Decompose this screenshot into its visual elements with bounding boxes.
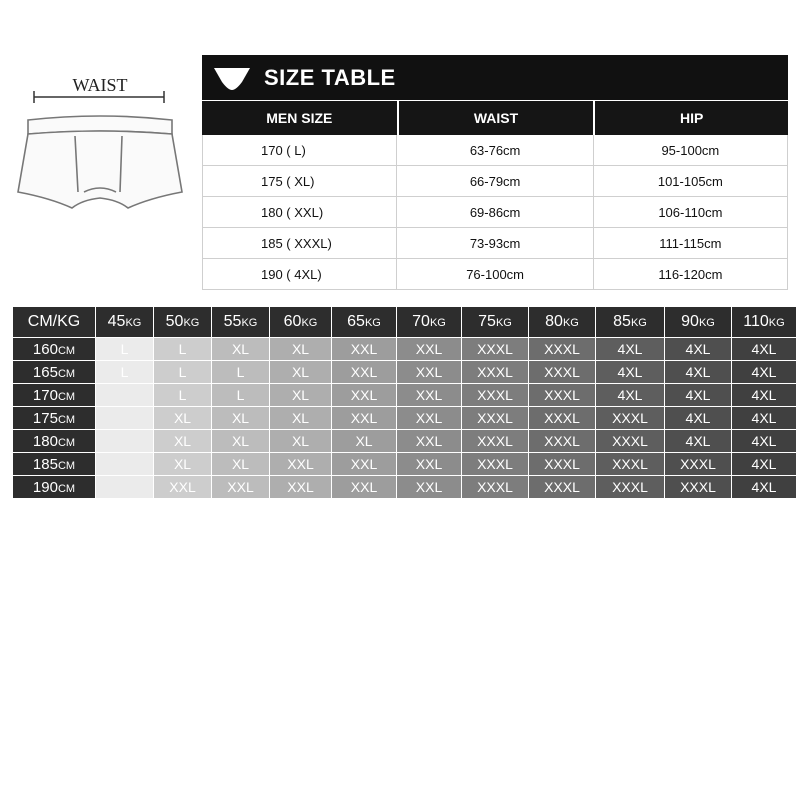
hip-cell: 101-105cm xyxy=(594,166,788,196)
size-cell: L xyxy=(154,361,212,384)
height-unit: CM xyxy=(57,482,76,495)
size-cell: L xyxy=(212,384,270,407)
size-cell: XXXL xyxy=(665,453,732,476)
height-unit: CM xyxy=(57,367,76,380)
weight-unit: KG xyxy=(125,317,142,329)
size-cell: XXL xyxy=(332,453,397,476)
size-cell: XL xyxy=(212,453,270,476)
weight-value: 90 xyxy=(681,313,699,330)
weight-value: 80 xyxy=(545,313,563,330)
table-row xyxy=(202,135,788,166)
size-cell: XXXL xyxy=(596,407,665,430)
weight-unit: KG xyxy=(698,317,715,329)
size-cell: L xyxy=(96,338,154,361)
waist-cell: 63-76cm xyxy=(397,135,593,165)
corner-label: CM/KG xyxy=(13,307,96,338)
weight-value: 45 xyxy=(107,313,126,330)
weight-unit: KG xyxy=(630,317,647,329)
size-cell xyxy=(96,430,154,453)
weight-unit: KG xyxy=(768,317,785,329)
weight-header-cell xyxy=(154,307,212,338)
weight-value: 60 xyxy=(283,313,302,330)
men-size-cell: 190 ( 4XL) xyxy=(202,259,397,289)
size-cell: 4XL xyxy=(732,338,797,361)
size-cell: XXL xyxy=(332,407,397,430)
weight-value: 55 xyxy=(223,313,242,330)
size-cell xyxy=(96,407,154,430)
size-cell: XXXL xyxy=(596,453,665,476)
size-cell: XXL xyxy=(397,361,462,384)
size-cell: XXXL xyxy=(462,384,529,407)
size-cell: XXXL xyxy=(462,407,529,430)
size-cell: XXL xyxy=(397,453,462,476)
size-cell: XXL xyxy=(332,384,397,407)
table-row xyxy=(202,197,788,228)
size-table-header xyxy=(202,55,788,100)
size-cell: XXXL xyxy=(596,476,665,499)
size-cell: XXL xyxy=(270,476,332,499)
height-header-cell xyxy=(13,407,96,430)
waist-cell: 73-93cm xyxy=(397,228,593,258)
height-value: 160 xyxy=(32,340,58,358)
size-cell: XL xyxy=(270,407,332,430)
height-weight-size-chart xyxy=(12,306,797,499)
size-cell: XL xyxy=(270,384,332,407)
height-header-cell xyxy=(13,453,96,476)
height-header-cell xyxy=(13,430,96,453)
height-header-cell xyxy=(13,338,96,361)
size-cell: 4XL xyxy=(596,361,665,384)
table-row xyxy=(202,259,788,290)
weight-value: 50 xyxy=(165,313,184,330)
size-cell: XXL xyxy=(332,361,397,384)
brief-icon xyxy=(212,64,252,92)
waist-cell: 76-100cm xyxy=(397,259,593,289)
height-unit: CM xyxy=(57,436,76,449)
size-cell: XL xyxy=(212,430,270,453)
waist-cell: 66-79cm xyxy=(397,166,593,196)
size-cell: XXXL xyxy=(529,407,596,430)
weight-header-cell xyxy=(212,307,270,338)
size-cell: 4XL xyxy=(665,430,732,453)
size-cell: 4XL xyxy=(732,407,797,430)
size-cell: XXL xyxy=(397,338,462,361)
size-cell: 4XL xyxy=(732,361,797,384)
waist-cell: 69-86cm xyxy=(397,197,593,227)
column-header-men-size: MEN SIZE xyxy=(202,101,399,135)
men-size-cell: 180 ( XXL) xyxy=(202,197,397,227)
hip-cell: 95-100cm xyxy=(594,135,788,165)
weight-unit: KG xyxy=(562,317,579,329)
weight-value: 75 xyxy=(478,313,496,330)
weight-value: 110 xyxy=(743,313,769,330)
height-unit: CM xyxy=(57,390,76,403)
weight-header-cell xyxy=(332,307,397,338)
brief-outline xyxy=(18,116,182,208)
column-header-waist: WAIST xyxy=(399,101,596,135)
size-cell: XXXL xyxy=(462,361,529,384)
size-cell: XXL xyxy=(332,476,397,499)
size-cell: XXXL xyxy=(462,430,529,453)
weight-value: 65 xyxy=(347,313,365,330)
size-cell: XL xyxy=(332,430,397,453)
men-size-cell: 175 ( XL) xyxy=(202,166,397,196)
weight-unit: KG xyxy=(495,317,512,329)
size-cell: XL xyxy=(270,338,332,361)
size-cell: XXL xyxy=(397,407,462,430)
size-cell: XXL xyxy=(332,338,397,361)
size-cell: 4XL xyxy=(596,384,665,407)
size-cell: XXXL xyxy=(665,476,732,499)
waist-label: WAIST xyxy=(72,75,128,95)
size-cell: XL xyxy=(270,430,332,453)
height-value: 175 xyxy=(32,409,58,427)
size-cell: XXL xyxy=(154,476,212,499)
table-row xyxy=(13,338,797,361)
size-cell: XL xyxy=(154,430,212,453)
size-cell xyxy=(96,476,154,499)
size-cell: 4XL xyxy=(665,407,732,430)
hip-cell: 116-120cm xyxy=(594,259,788,289)
weight-unit: KG xyxy=(183,317,200,329)
size-cell: 4XL xyxy=(732,384,797,407)
weight-header-cell xyxy=(596,307,665,338)
size-cell: 4XL xyxy=(596,338,665,361)
height-unit: CM xyxy=(57,413,76,426)
height-value: 180 xyxy=(32,432,58,450)
brief-illustration xyxy=(0,60,200,260)
weight-value: 85 xyxy=(613,313,631,330)
size-cell: XL xyxy=(270,361,332,384)
table-row xyxy=(13,453,797,476)
height-value: 170 xyxy=(32,386,58,404)
weight-unit: KG xyxy=(241,317,258,329)
weight-header-cell xyxy=(665,307,732,338)
size-table-column-headers xyxy=(202,100,788,135)
size-cell: 4XL xyxy=(732,430,797,453)
height-header-cell xyxy=(13,361,96,384)
table-row xyxy=(202,166,788,197)
size-cell: XXXL xyxy=(462,453,529,476)
size-cell: XXL xyxy=(212,476,270,499)
weight-header-cell xyxy=(397,307,462,338)
size-cell: L xyxy=(96,361,154,384)
table-row xyxy=(13,361,797,384)
size-cell: XL xyxy=(154,407,212,430)
weight-unit: KG xyxy=(364,317,381,329)
size-cell: L xyxy=(154,384,212,407)
size-cell: XXL xyxy=(397,430,462,453)
hip-cell: 111-115cm xyxy=(594,228,788,258)
weight-unit: KG xyxy=(429,317,446,329)
table-row xyxy=(13,384,797,407)
men-size-cell: 185 ( XXXL) xyxy=(202,228,397,258)
weight-header-cell xyxy=(96,307,154,338)
men-size-cell: 170 ( L) xyxy=(202,135,397,165)
size-cell: L xyxy=(212,361,270,384)
hip-cell: 106-110cm xyxy=(594,197,788,227)
size-table-title: SIZE TABLE xyxy=(264,64,396,90)
size-cell: XXL xyxy=(397,476,462,499)
weight-header-cell xyxy=(732,307,797,338)
size-cell: XL xyxy=(212,338,270,361)
size-cell: XXXL xyxy=(529,476,596,499)
size-cell: XL xyxy=(154,453,212,476)
size-table xyxy=(202,55,788,290)
size-cell: XXL xyxy=(397,384,462,407)
size-cell xyxy=(96,384,154,407)
size-cell: 4XL xyxy=(732,476,797,499)
height-header-cell xyxy=(13,476,96,499)
size-cell: XXXL xyxy=(529,338,596,361)
size-cell: XXXL xyxy=(529,384,596,407)
size-cell: XXXL xyxy=(529,361,596,384)
size-cell: 4XL xyxy=(665,338,732,361)
size-cell: XXXL xyxy=(529,430,596,453)
size-cell: XXXL xyxy=(462,476,529,499)
size-cell: L xyxy=(154,338,212,361)
height-value: 190 xyxy=(32,478,58,496)
column-header-hip: HIP xyxy=(679,110,704,126)
weight-header-row xyxy=(13,307,797,338)
height-header-cell xyxy=(13,384,96,407)
weight-header-cell xyxy=(270,307,332,338)
table-row xyxy=(13,430,797,453)
size-cell: 4XL xyxy=(665,361,732,384)
table-row xyxy=(13,476,797,499)
size-cell: XXXL xyxy=(529,453,596,476)
weight-value: 70 xyxy=(412,313,430,330)
height-unit: CM xyxy=(57,344,76,357)
size-cell: XXXL xyxy=(596,430,665,453)
size-cell: XXXL xyxy=(462,338,529,361)
size-cell: XL xyxy=(212,407,270,430)
weight-unit: KG xyxy=(301,317,318,329)
size-cell: 4XL xyxy=(732,453,797,476)
table-row xyxy=(13,407,797,430)
size-cell: XXL xyxy=(270,453,332,476)
size-cell: 4XL xyxy=(665,384,732,407)
height-value: 165 xyxy=(32,363,58,381)
size-cell xyxy=(96,453,154,476)
height-value: 185 xyxy=(32,455,58,473)
table-row xyxy=(202,228,788,259)
weight-header-cell xyxy=(462,307,529,338)
weight-header-cell xyxy=(529,307,596,338)
height-unit: CM xyxy=(57,459,76,472)
